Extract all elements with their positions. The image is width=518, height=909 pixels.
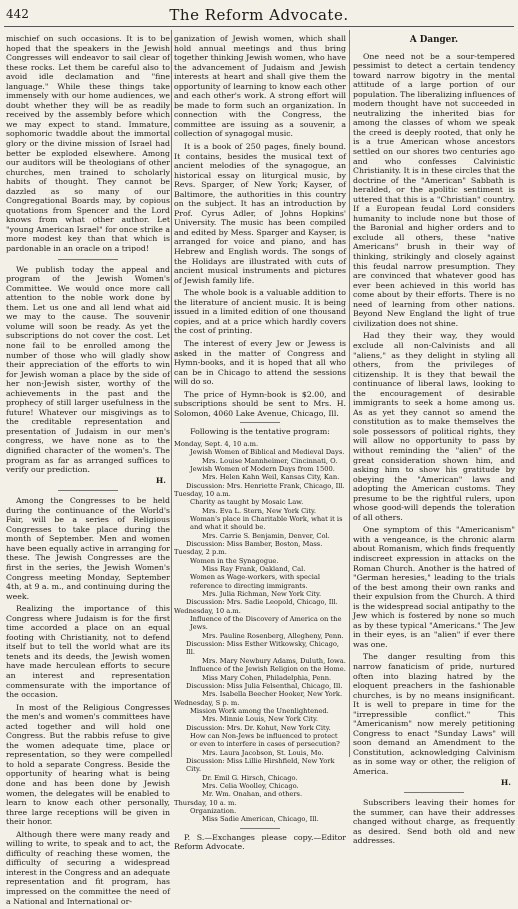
paragraph: It is a book of 250 pages, finely bound. It contains, besides the musical text of ancient melodies of the synagogue, an historical essay on liturgical music, by Revs. Sparger, of New York; Kayser, of Baltimore, the authorities in this country on the subject. It has an introduction by Prof. Cyrus Adler, of Johns Hopkins' University. The music has been compiled and edited by Mess. Sparger and Kayser, is arranged for voice and piano, and has Hebrew and English words. The songs of the Holidays are illustrated with cuts of ancient musical instruments and pictures of Jewish family life.	[174, 142, 346, 285]
divider	[240, 422, 280, 423]
program-line: Mrs. Pauline Rosenberg, Allegheny, Penn.	[202, 631, 344, 640]
program-title: Following is the tentative program:	[190, 427, 330, 437]
paragraph: The price of Hymn-book is $2.00, and subscriptions should be sent to Mrs. H. Solomon, 4060 Lake Avenue, Chicago, Ill.	[174, 389, 346, 418]
divider	[240, 828, 280, 829]
paragraph: In most of the Religious Congresses the men's and women's committees have acted together and will hold one Congress. But the rabbis refuse to give the women adequate time, place or representation, so they were compelled to hold a separate Congress. Beside the opportunity of hearing what is being done and has been done by Jewish women, the delegates will be enabled to learn to know each other personally, three large receptions will be given in their honor.	[6, 702, 170, 827]
program-line: Mission Work among the Unenlightened.	[190, 706, 329, 715]
program-line: Miss Mary Cohen, Philadelphia, Penn.	[202, 673, 332, 682]
program-line: Tuesday, 10 a.m.	[174, 489, 231, 498]
page-number: 442	[6, 7, 29, 21]
program-line: Mrs. Carrie S. Benjamin, Denver, Col.	[202, 531, 330, 540]
program-line: Influence of the Discovery of America on the Jews.	[190, 615, 342, 632]
program-line: Charity as taught by Mosaic Law.	[190, 498, 304, 507]
program-line: Women in the Synagogue.	[190, 556, 279, 565]
program-line: Mrs. Julia Richman, New York City.	[202, 590, 322, 599]
program-line: Mrs. Mary Newbury Adams, Duluth, Iowa.	[202, 656, 346, 665]
program-line: Discussion: Mrs. Dr. Kohut, New York City.	[186, 723, 331, 732]
paragraph: Realizing the importance of this Congress where Judaism is for the first time accorded a place on an equal footing with Christianity, not to defend itself but to tell the world what are its tenets and its deeds, the Jewish women have made herculean efforts to secure an interest and representation commensurate with the importance of the occasion.	[6, 604, 170, 700]
program-line: Mrs. Eva L. Stern, New York City.	[202, 506, 317, 515]
program-line: Discussion: Miss Esther Witkowsky, Chicago, Ill.	[186, 640, 340, 657]
column-divider	[349, 30, 350, 757]
signature: H.	[500, 777, 511, 787]
masthead-title: The Reform Advocate.	[169, 6, 349, 24]
program-line: Jewish Women of Biblical and Medieval Days.	[190, 448, 345, 457]
program-line: Discussion: Miss Lillie Hirshfield, New York City.	[186, 756, 335, 774]
paragraph: mischief on such occasions. It is to be hoped that the speakers in the Jewish Congresses will endeavor to sail clear of these rocks. Let them be careful also to avoid idle declamation and "fine language." While these things take immensely with our home audiences, we doubt whether they will be as readily received by the assembly before which we may expect to stand. Immature, sophomoric twaddle about the immortal glory or the divine mission of Israel had better be exploded elsewhere. Among our auditors will be theologians of other churches, men trained to scholarly habits of thought. They cannot be dazzled as so many of our Congregational Boards may, by copious quotations from Spencer and the Lord knows from what other author. Let "young American Israel" for once strike a more modest key than that which is pardonable in an oracle on a tripod!	[6, 34, 170, 254]
program-line: Tuesday, 2 p.m.	[174, 548, 227, 557]
program-line: Thursday, 10 a. m.	[174, 798, 237, 807]
divider	[58, 490, 118, 491]
program-line: Discussion: Miss Julia Felsenthal, Chicago, Ill.	[186, 681, 343, 690]
program-line: How can Non-Jews be influenced to protect or even to interfere in cases of persecution?	[190, 731, 340, 749]
page-header	[4, 4, 514, 27]
program-line: Mrs. Louise Mannheimer, Cincinnati, O.	[202, 456, 338, 465]
program-line: Dr. Emil G. Hirsch, Chicago.	[202, 773, 298, 782]
program-line: Woman's place in Charitable Work, what it is and what it should be.	[190, 514, 343, 532]
program-line: Mrs. Minnie Louis, New York City.	[202, 715, 318, 724]
paragraph: Had they their way, they would exclude all non-Calvinists and all "aliens," as they delight in styling all others, from the privileges of citizenship. It is they that bewail the continuance of liberal laws, looking to the encouragement of desirable immigrants to seek a home among us. As as yet they cannot so amend the constitution as to make themselves the sole possessors of political rights, they will allow no opportunity to pass by without reminding the "alien" of the great consideration shown him, and asking him to show his gratitude by obeying the "American" laws and adopting the American customs. They presume to be the rightful rulers, upon whose good-will depends the toleration of all others.	[353, 331, 515, 522]
program-line: Women as Wage-workers, with special reference to directing immigrants.	[190, 573, 320, 590]
column-3	[353, 34, 515, 849]
postscript: P. S.—Exchanges please copy.—Editor Reform Advocate.	[174, 832, 346, 852]
program-line: Miss Sadie American, Chicago, Ill.	[202, 815, 319, 824]
paragraph: The danger resulting from this narrow fanaticism of pride, nurtured often into blazing hatred by the eloquent preachers in the fashionable churches, is by no means insignificant. It is well to prepare in time for the "irrepressible conflict." This "Americanism" now merely petitioning Congress to enact "Sunday Laws" will soon demand an Amendment to the Constitution, acknowledging Calvinism as in some way or other, the religion of America.	[353, 652, 515, 777]
paragraph: One symptom of this "Americanism" with a vengeance, is the chronic alarm about Romanism, which finds frequently indiscreet expression in attacks on the Roman Church. Another is the hatred of "German heresies," leading to the trials of the best among their own ranks and their expulsion from the Church. A third is the widespread social antipathy to the Jew which is fostered by none so much as by these typical "Americans." The Jew in their eyes, is an "alien" if ever there was one.	[353, 525, 515, 649]
notice: Subscribers leaving their homes for the summer, can have their addresses changed without charge, as frequently as desired. Send both old and new addresses.	[353, 798, 515, 846]
program-line: Jewish Women of Modern Days from 1500.	[190, 464, 335, 473]
program-list	[174, 440, 346, 824]
program-line: Mrs. Helen Kahn Weil, Kansas City, Kan.	[202, 473, 340, 482]
program-line: Discussion: Mrs. Henriette Frank, Chicago, Ill.	[186, 481, 345, 490]
column-divider	[171, 30, 172, 757]
paragraph: Although there were many ready and willing to write, to speak and to act, the difficulty of reaching these women, the difficulty of securing a widespread interest in the Congress and an adequate representation and fit program, has impressed on the committee the need of a National and International or-	[6, 829, 170, 906]
program-line: Mrs. Laura Jacobson, St. Louis, Mo.	[202, 748, 324, 757]
signature: H.	[155, 475, 166, 485]
program-line: Mrs. Isabella Beecher Hooker, New York.	[202, 690, 343, 699]
paragraph: The interest of every Jew or Jewess is asked in the matter of Congress and Hymn-books, and it is hoped that all who can be in Chicago to attend the sessions will do so.	[174, 338, 346, 387]
program-line: Mr. Wm. Onahan, and others.	[202, 790, 303, 799]
program-line: Wednesday, S p. m.	[174, 698, 240, 707]
program-line: Miss Ray Frank, Oakland, Cal.	[202, 565, 306, 574]
paragraph: Among the Congresses to be held during the continuance of the World's Fair, will be a series of Religious Congresses to take place during the month of September. Men and women have been equally active in arranging for these. The Jewish Congresses are the first in the series, the Jewish Women's Congress meeting Monday, September 4th, at 9 a. m., and continuing during the week.	[6, 496, 170, 601]
column-2	[174, 34, 346, 855]
program-line: Monday, Sept. 4, 10 a.m.	[174, 439, 259, 448]
program-line: Influence of the Jewish Religion on the Home.	[190, 665, 346, 674]
program-line: Wednesday, 10 a.m.	[174, 606, 241, 615]
program-line: Discussion: Miss Bamber, Boston, Mass.	[186, 540, 323, 548]
column-1	[6, 34, 170, 909]
program-line: Organization.	[190, 807, 237, 815]
paragraph: ganization of Jewish women, which shall hold annual meetings and thus bring together thinking Jewish women, who have the advancement of Judaism and Jewish interests at heart and shall give them the opportunity of learning to know each other and each other's work. A strong effort will be made to form such an organization. In connection with the Congress, the committee are issuing as a souvenir, a collection of synagogal music.	[174, 34, 346, 139]
article-title: A Danger.	[409, 35, 459, 45]
paragraph: The whole book is a valuable addition to the literature of ancient music. It is being issued in a limited edition of one thousand copies, and at a price which hardly covers the cost of printing.	[174, 288, 346, 336]
paragraph: One need not be a sour-tempered pessimist to detect a certain tendency toward narrow bigotry in the mental attitude of a large portion of our population. The liberalizing influences of modern thought have not succeeded in neutralizing the inherited bias for among the classes of whom we speak the creed is deeply rooted, that only he is a true American whose ancestors settled on our shores two centuries ago and who confesses Calvinistic Christianity. It is in these circles that the doctrine of the "American" Sabbath is heralded, or the apolitic sentiment is uttered that this is a "Christian" country. If a European feudal Lord considers humanity to include none but those of the Baronial and higher orders and to exclude all others, these "native Americans" brush in their way of thinking, strikingly and closely against this feudal narrow presumption. They are convinced that whatever good has ever been achieved in this world has come about by their efforts. There is no need of learning from other nations. Beyond New England the light of true civilization does not shine.	[353, 51, 515, 328]
divider	[404, 792, 464, 793]
divider	[58, 259, 118, 260]
program-line: Discussion: Mrs. Sadie Leopold, Chicago, Ill.	[186, 598, 338, 607]
paragraph: We publish today the appeal and program of the Jewish Women's Committee. We would once more call attention to the noble work done by them. Let us one and all lend what aid we may to the cause. The souvenir volume will soon be ready. As yet the subscriptions do not cover the cost. Let none fail to be enrolled among the number of those who will gladly show their appreciation of the efforts to win for Jewish woman a place by the side of her non-Jewish sister, worthy of the achievements in the past and the prophecy of still larger usefulness in the future! Whatever our misgivings as to the creditable representation and presentation of Judaism in our men's congress, we have none as to the dignified character of the women's. The program as far as arranged suffices to verify our prediction.	[6, 264, 170, 475]
program-line: Mrs. Celia Woolley, Chicago.	[202, 781, 299, 790]
